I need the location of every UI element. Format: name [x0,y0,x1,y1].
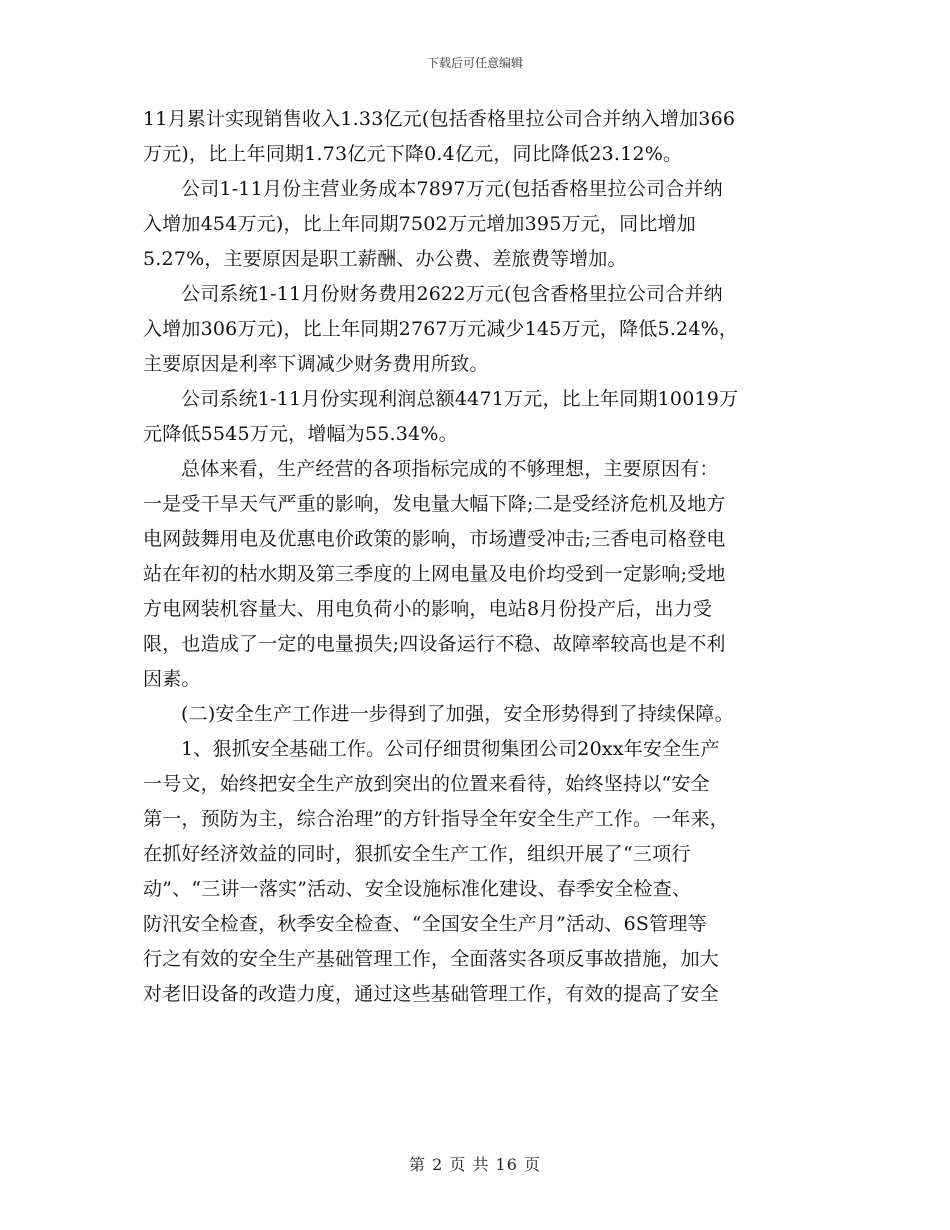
text-line: 公司1-11月份主营业务成本7897万元(包括香格里拉公司合并纳 [181,178,723,200]
document-body [143,102,815,1012]
text-line: 元降低5545万元，增幅为55.34%。 [143,423,458,445]
text-line: 一号文，始终把安全生产放到突出的位置来看待，始终坚持以“安全 [143,773,710,795]
text-line: 站在年初的枯水期及第三季度的上网电量及电价均受到一定影响;受地 [143,563,726,585]
text-line: 电网鼓舞用电及优惠电价政策的影响，市场遭受冲击;三香电司格登电 [143,528,726,550]
text-line: 一是受干旱天气严重的影响，发电量大幅下降;二是受经济危机及地方 [143,493,726,515]
text-line: (二)安全生产工作进一步得到了加强，安全形势得到了持续保障。 [181,703,734,725]
text-line: 5.27%，主要原因是职工薪酬、办公费、差旅费等增加。 [143,248,627,270]
page-footer: 第 2 页 共 16 页 [409,1155,541,1174]
text-line: 限，也造成了一定的电量损失;四设备运行不稳、故障率较高也是不利 [143,633,726,655]
text-line: 11月累计实现销售收入1.33亿元(包括香格里拉公司合并纳入增加366 [143,108,736,130]
text-line: 方电网装机容量大、用电负荷小的影响，电站8月份投产后，出力受 [143,598,713,620]
text-line: 入增加454万元)，比上年同期7502万元增加395万元，同比增加 [143,213,696,235]
text-line: 主要原因是利率下调减少财务费用所致。 [143,353,489,375]
text-line: 万元)，比上年同期1.73亿元下降0.4亿元，同比降低23.12%。 [143,143,683,165]
text-line: 因素。 [143,668,201,690]
text-line: 对老旧设备的改造力度，通过这些基础管理工作，有效的提高了安全 [143,983,720,1005]
text-line: 防汛安全检查，秋季安全检查、“全国安全生产月”活动、6S管理等 [143,913,707,935]
text-line: 动”、“三讲一落实”活动、安全设施标准化建设、春季安全检查、 [143,878,692,900]
text-line: 公司系统1-11月份财务费用2622万元(包含香格里拉公司合并纳 [181,283,723,305]
text-line: 第一，预防为主，综合治理”的方针指导全年安全生产工作。一年来， [143,808,729,830]
text-line: 行之有效的安全生产基础管理工作，全面落实各项反事故措施，加大 [143,948,720,970]
text-line: 公司系统1-11月份实现利润总额4471万元，比上年同期10019万 [181,388,739,410]
page-header: 下载后可任意编辑 [426,56,523,70]
text-line: 在抓好经济效益的同时，狠抓安全生产工作，组织开展了“三项行 [143,843,691,865]
text-line: 1、狠抓安全基础工作。公司仔细贯彻集团公司20xx年安全生产 [181,738,720,760]
text-line: 入增加306万元)，比上年同期2767万元减少145万元，降低5.24%， [143,318,739,340]
text-line: 总体来看，生产经营的各项指标完成的不够理想，主要原因有： [181,458,719,480]
